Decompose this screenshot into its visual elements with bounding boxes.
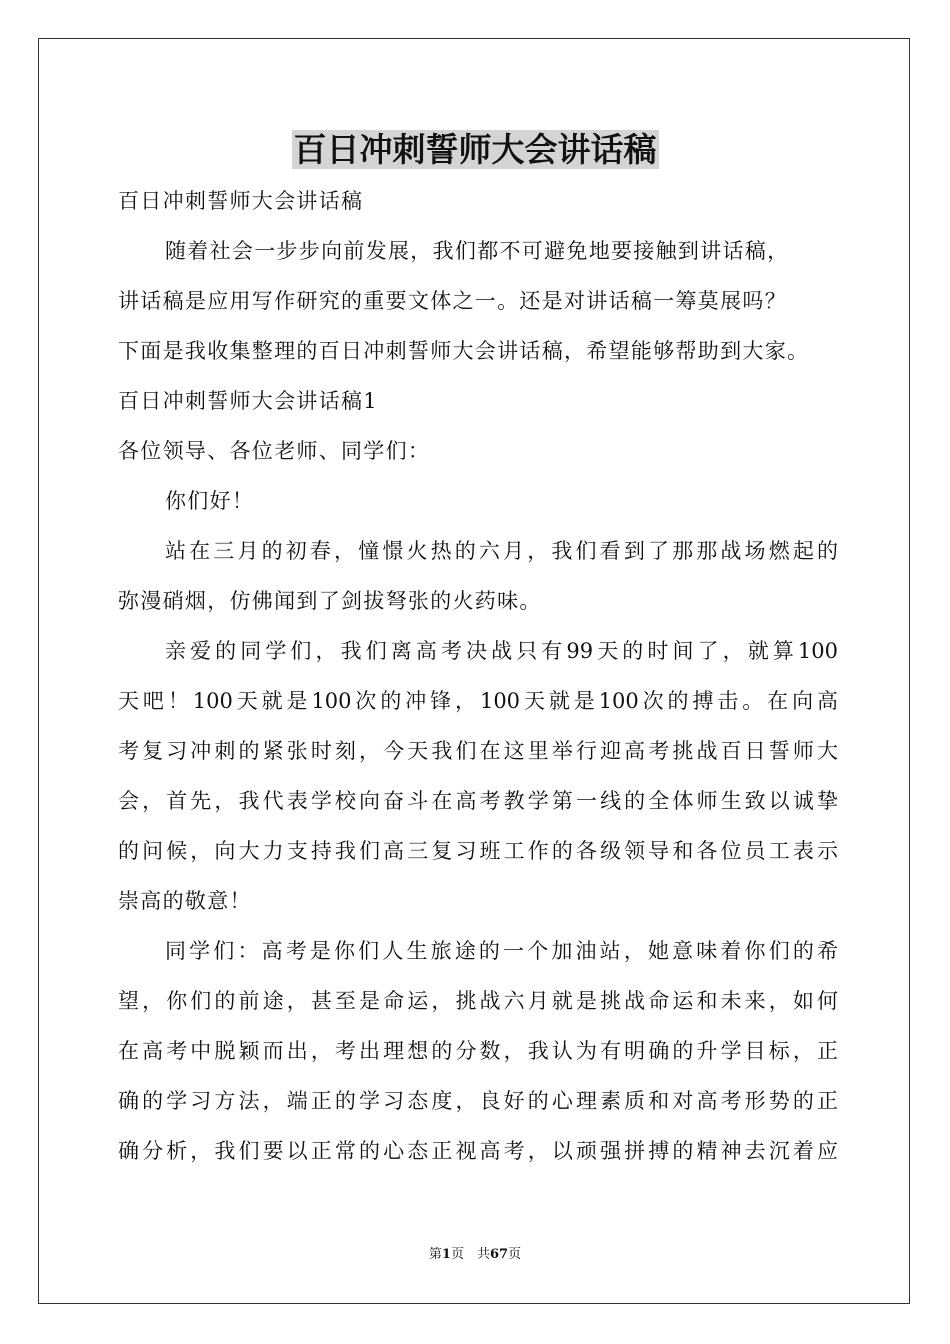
paragraph-line: 确的学习方法，端正的学习态度，良好的心理素质和对高考形势的正 [118,1089,838,1113]
paragraph-line: 弥漫硝烟，仿佛闻到了剑拔弩张的火药味。 [118,589,542,613]
paragraph-line: 天吧！100天就是100次的冲锋，100天就是100次的搏击。在向高 [118,689,838,713]
paragraph-line: 的问候，向大力支持我们高三复习班工作的各级领导和各位员工表示 [118,839,838,863]
paragraph-line: 会，首先，我代表学校向奋斗在高考教学第一线的全体师生致以诚挚 [118,789,838,813]
paragraph-line: 亲爱的同学们，我们离高考决战只有99天的时间了，就算100 [165,639,838,663]
total-page-number: 67 [489,1247,509,1262]
page-footer [0,1245,950,1265]
paragraph-line: 在高考中脱颖而出，考出理想的分数，我认为有明确的升学目标，正 [118,1039,838,1063]
intro-line-3: 下面是我收集整理的百日冲刺誓师大会讲话稿，希望能够帮助到大家。 [118,339,810,363]
paragraph-line: 站在三月的初春，憧憬火热的六月，我们看到了那那战场燃起的 [165,539,838,563]
paragraph-line: 考复习冲刺的紧张时刻，今天我们在这里举行迎高考挑战百日誓师大 [118,739,838,763]
greeting-line: 你们好！ [165,489,255,513]
page-middle: 页 共 [450,1247,490,1262]
current-page-number: 1 [441,1247,451,1262]
section-heading: 百日冲刺誓师大会讲话稿1 [118,389,378,413]
paragraph-line: 望，你们的前途，甚至是命运，挑战六月就是挑战命运和未来，如何 [118,989,838,1013]
document-body [118,176,838,1176]
intro-line-1: 随着社会一步步向前发展，我们都不可避免地要接触到讲话稿， [165,239,790,263]
paragraph-line: 同学们：高考是你们人生旅途的一个加油站，她意味着你们的希 [165,939,838,963]
salutation-line: 各位领导、各位老师、同学们： [118,439,431,463]
paragraph-line: 确分析，我们要以正常的心态正视高考，以顽强拼搏的精神去沉着应 [118,1139,838,1163]
intro-line-2: 讲话稿是应用写作研究的重要文体之一。还是对讲话稿一筹莫展吗？ [118,289,787,313]
page-prefix: 第 [428,1247,442,1262]
document-title [0,126,950,174]
subtitle-line: 百日冲刺誓师大会讲话稿 [118,189,364,213]
paragraph-line: 崇高的敬意！ [118,889,252,913]
page-suffix: 页 [508,1247,522,1262]
document-title-text: 百日冲刺誓师大会讲话稿 [293,130,657,169]
